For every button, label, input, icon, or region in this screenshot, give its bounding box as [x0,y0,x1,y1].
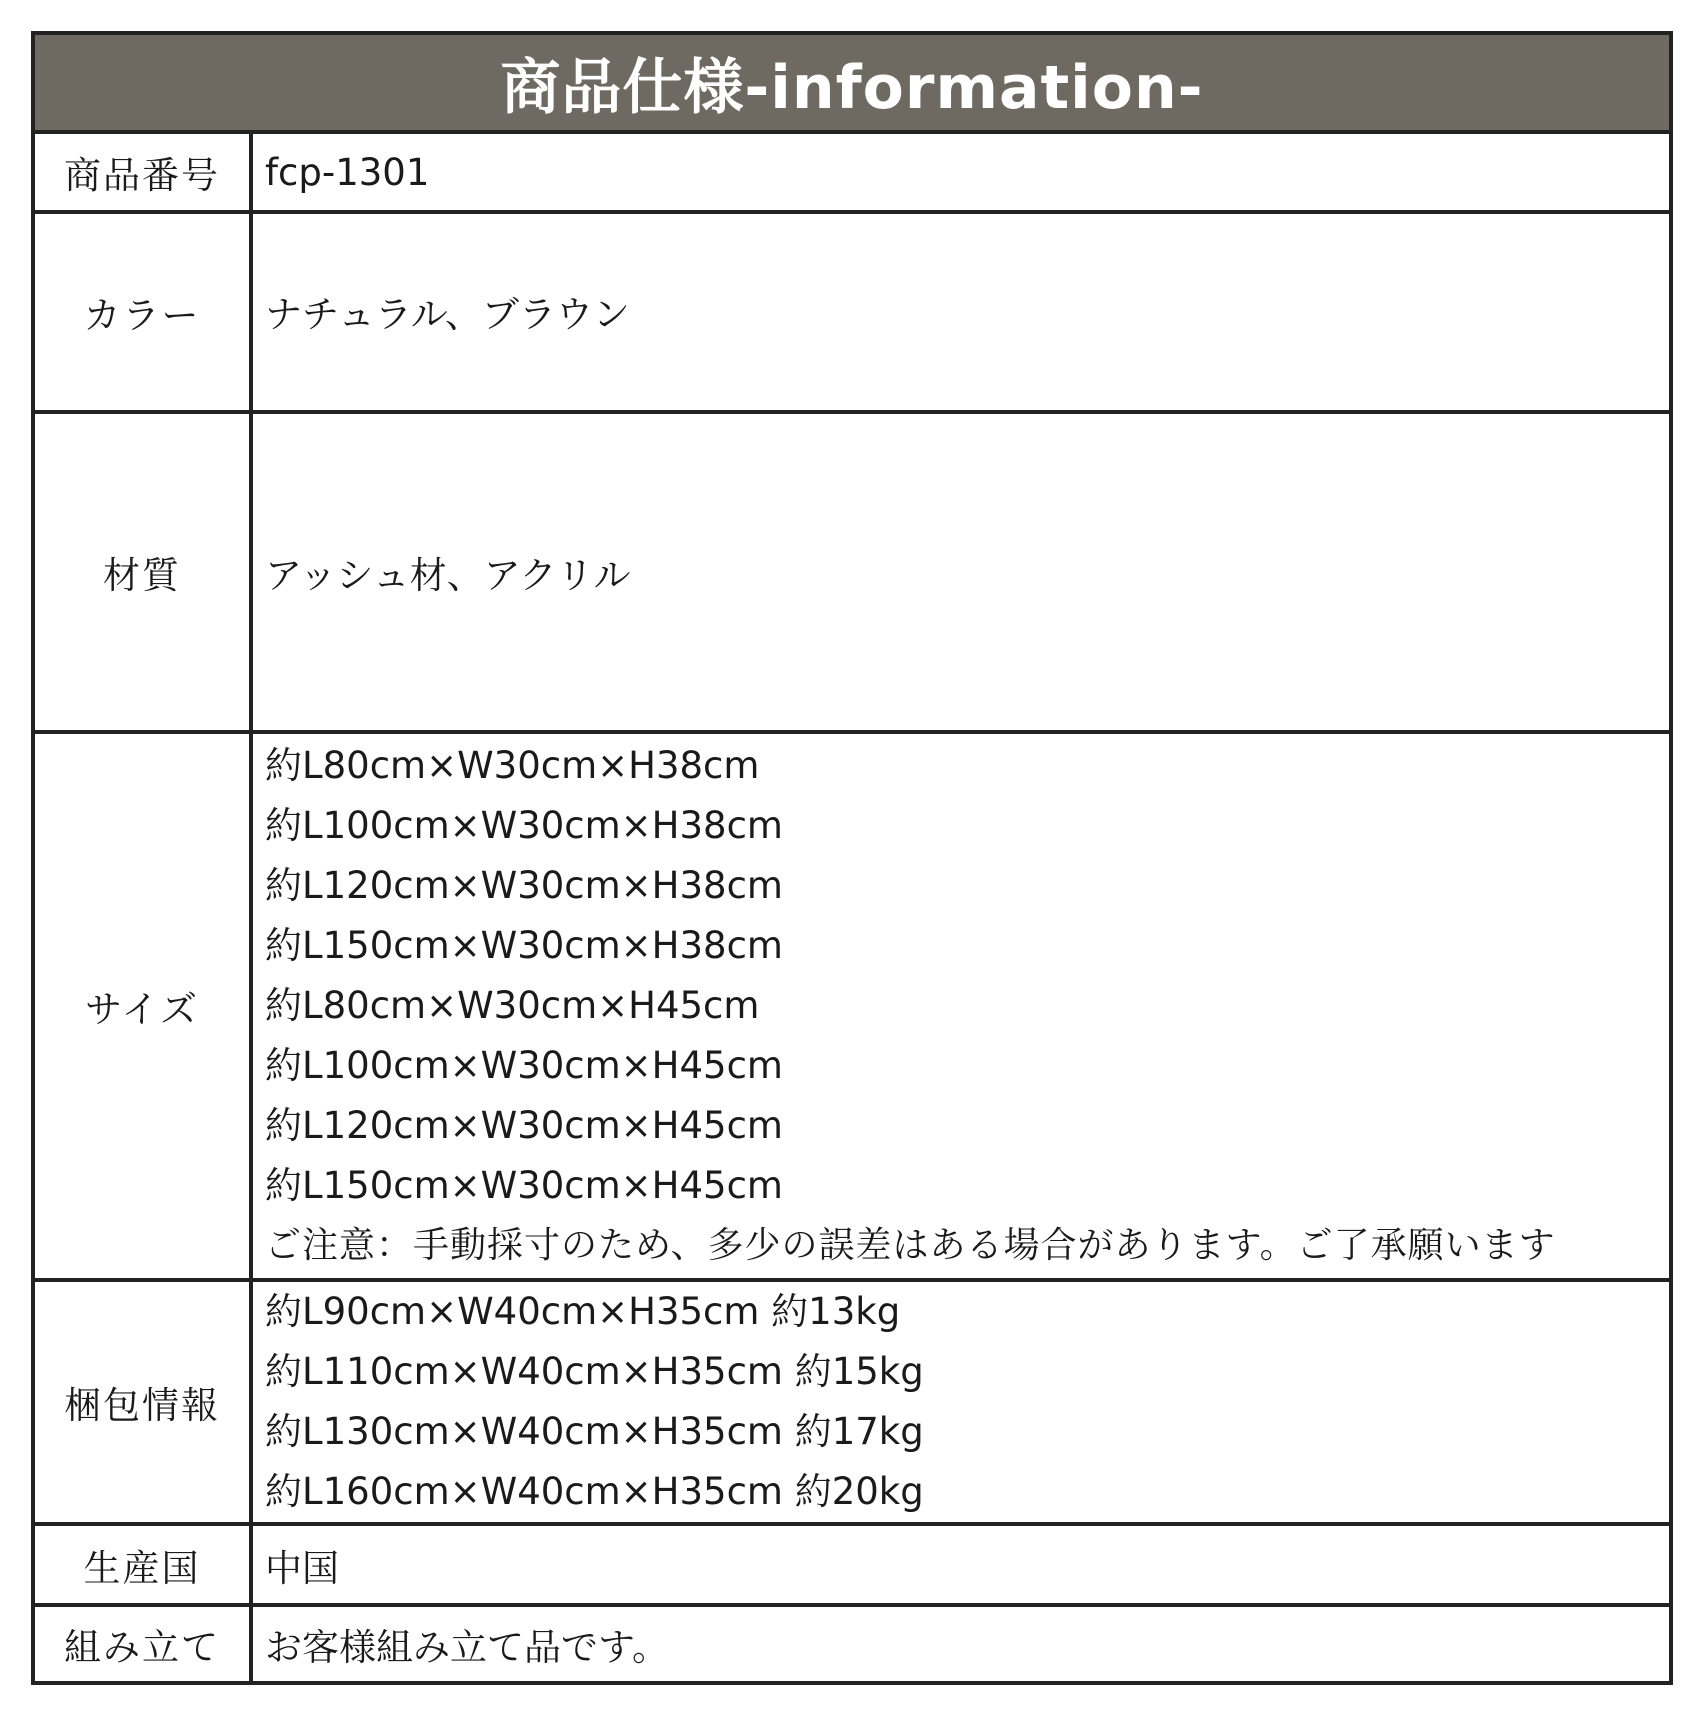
row-label: 組み立て [35,1607,253,1681]
row-label: カラー [35,214,253,410]
row-value [253,734,1669,1278]
row-label: サイズ [35,734,253,1278]
value-line: 約L110cm×W40cm×H35cm 約15kg [265,1350,924,1393]
row-label: 生産国 [35,1526,253,1603]
value-line: 約L100cm×W30cm×H38cm [265,804,783,847]
value-line: 約L90cm×W40cm×H35cm 約13kg [265,1290,901,1333]
row-label: 商品番号 [35,134,253,210]
row-value [253,1282,1669,1522]
value-line: 約L100cm×W30cm×H45cm [265,1044,783,1087]
value-line: ナチュラル、ブラウン [265,293,630,336]
row-label: 材質 [35,414,253,730]
row-size [35,734,1669,1282]
row-color [35,214,1669,414]
value-line: 約L130cm×W40cm×H35cm 約17kg [265,1410,924,1453]
value-line: 約L80cm×W30cm×H45cm [265,984,760,1027]
value-line: お客様組み立て品です。 [265,1626,670,1669]
row-label: 梱包情報 [35,1282,253,1522]
row-value [253,1607,1669,1681]
value-line: アッシュ材、アクリル [265,554,631,597]
value-line: 約L150cm×W30cm×H38cm [265,924,783,967]
value-line: 約L150cm×W30cm×H45cm [265,1164,783,1207]
row-value [253,1526,1669,1603]
value-line: 約L80cm×W30cm×H38cm [265,744,760,787]
row-value [253,414,1669,730]
row-assembly [35,1607,1669,1681]
row-product-number [35,134,1669,214]
value-line: 中国 [265,1546,339,1590]
row-value [253,134,1669,210]
spec-table [31,31,1673,1685]
row-packing-info [35,1282,1669,1526]
value-line: 約L120cm×W30cm×H45cm [265,1104,783,1147]
value-line: 約L120cm×W30cm×H38cm [265,864,783,907]
table-title: 商品仕様-information- [35,35,1669,134]
row-country [35,1526,1669,1607]
value-line: 約L160cm×W40cm×H35cm 約20kg [265,1470,924,1513]
row-material [35,414,1669,734]
row-value [253,214,1669,410]
value-line: fcp-1301 [265,150,430,194]
size-note: ご注意：手動採寸のため、多少の誤差はある場合があります。ご了承願います [265,1225,1556,1266]
